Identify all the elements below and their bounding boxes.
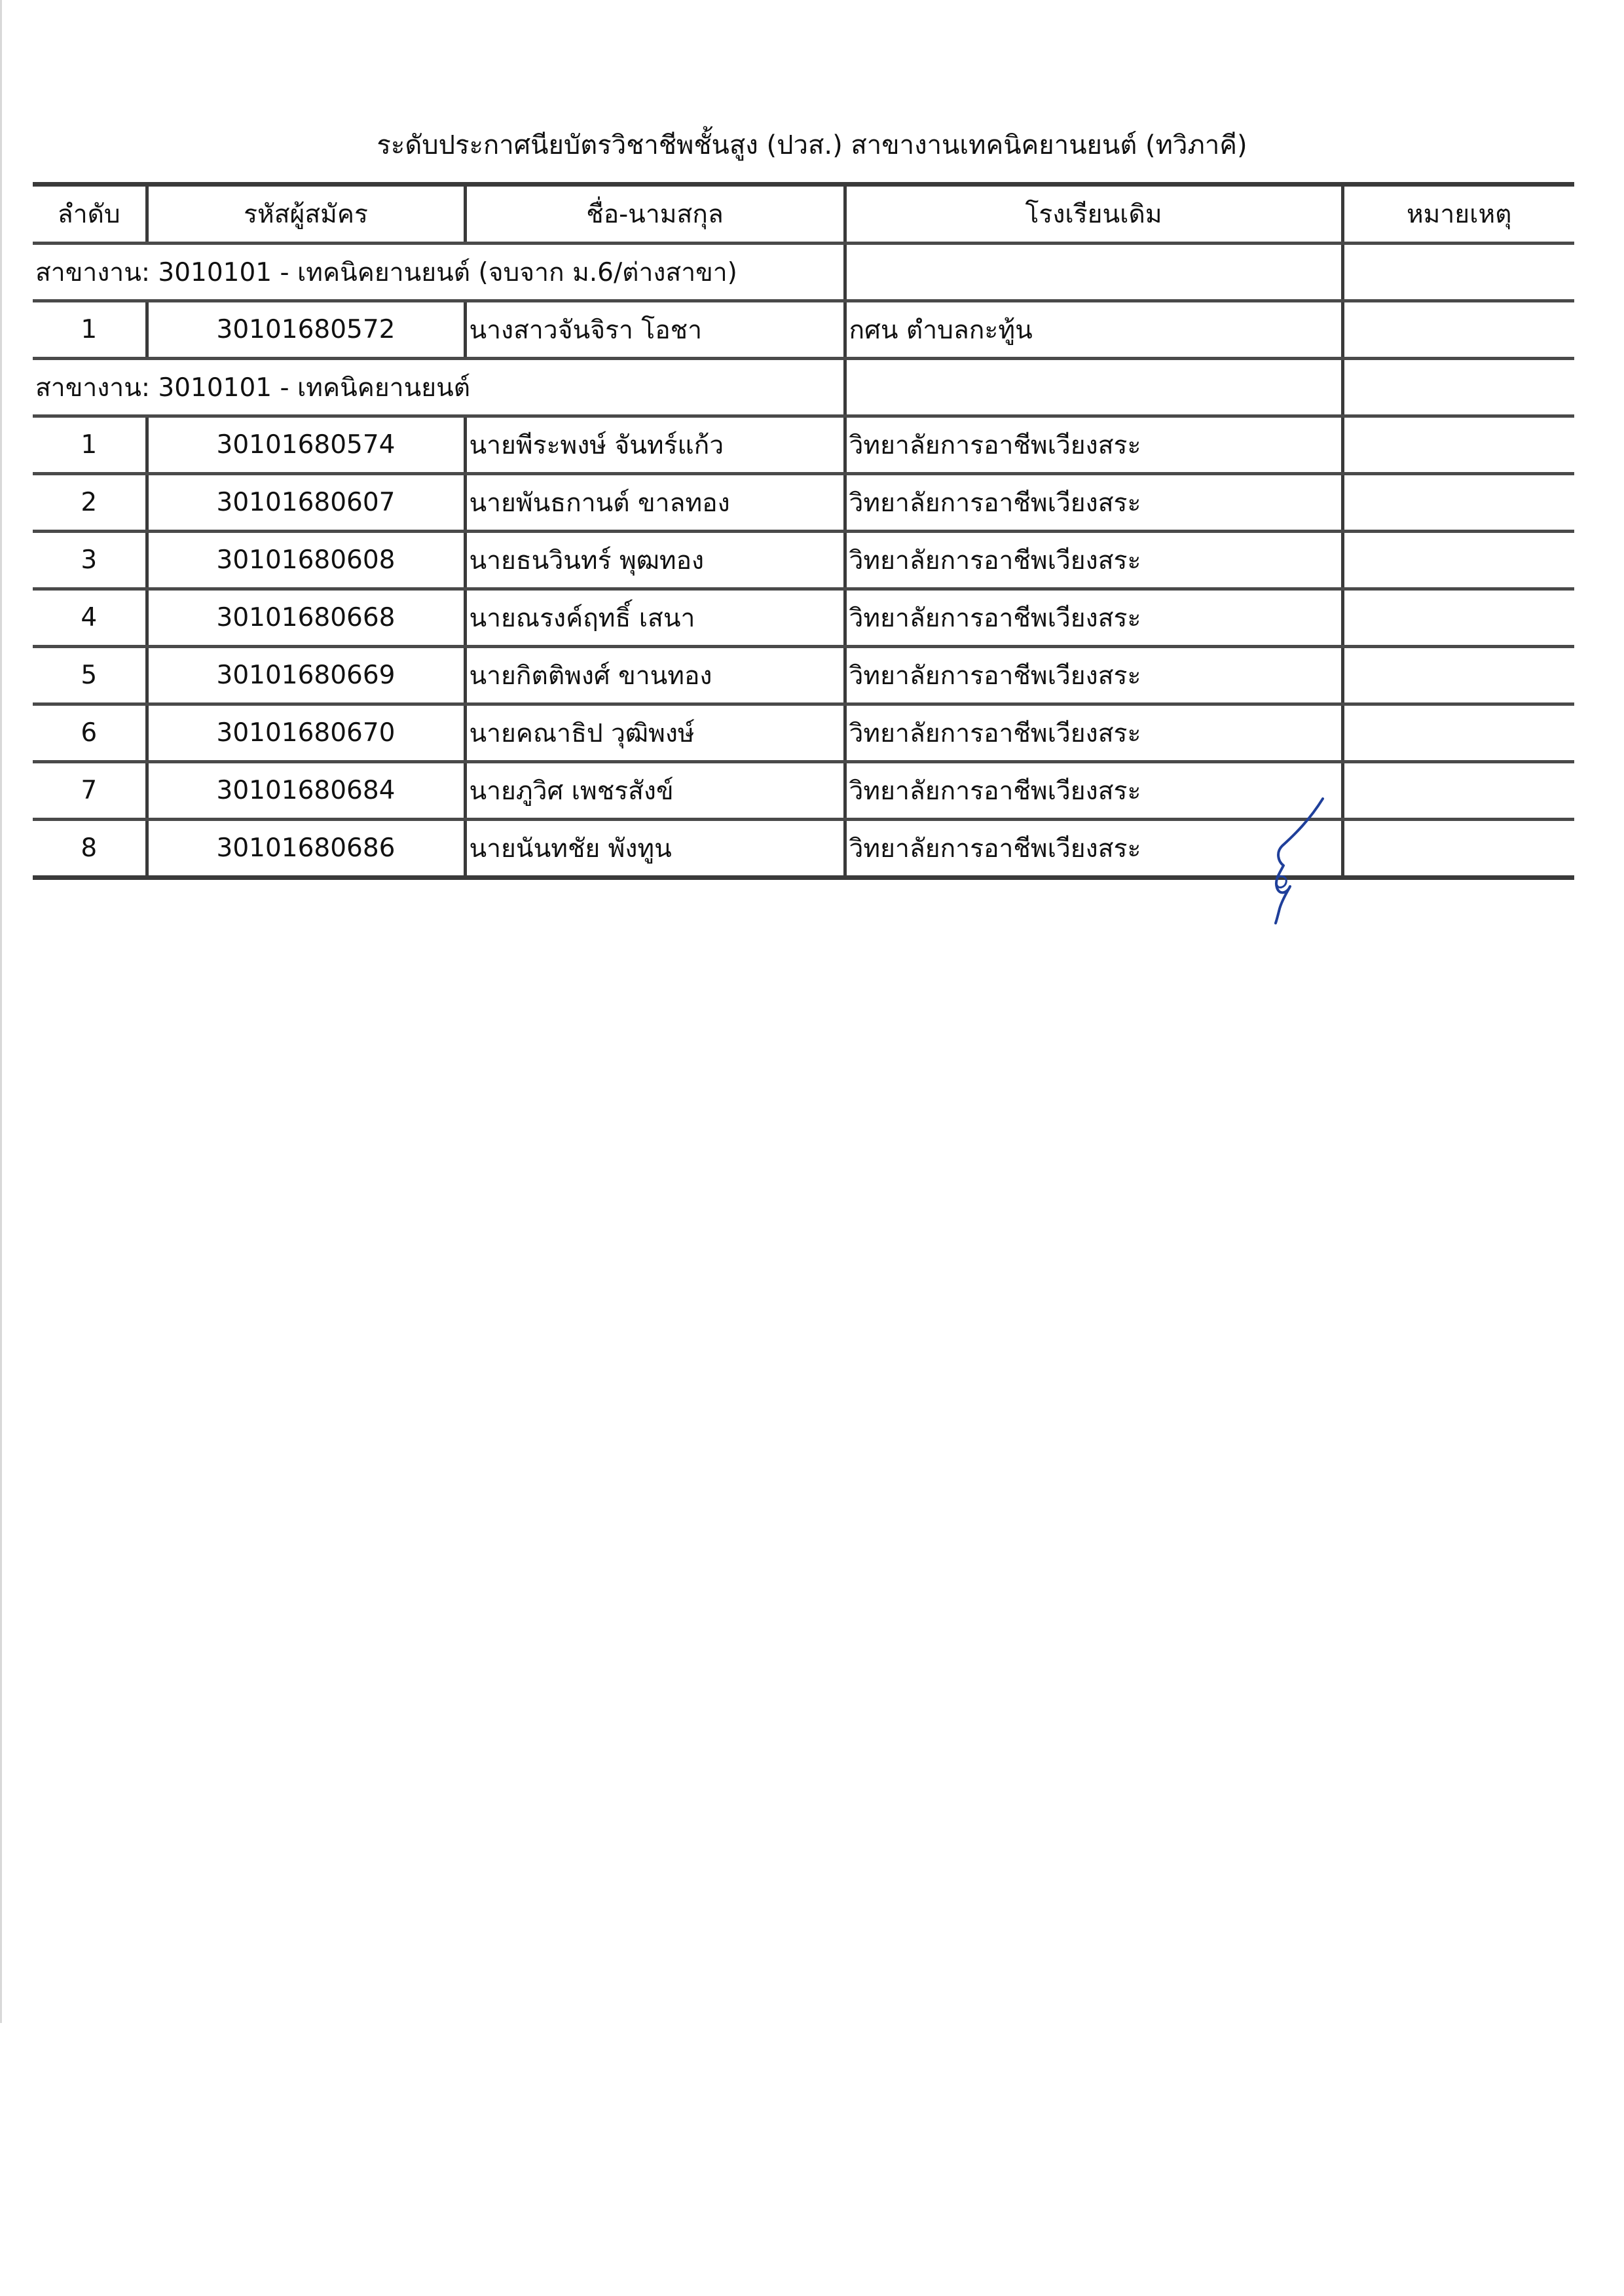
cell-no: 1 <box>33 416 147 474</box>
scan-edge-shadow <box>0 0 2 2023</box>
cell-remarks <box>1342 820 1574 878</box>
table-row <box>33 762 1574 820</box>
cell-previous-school: วิทยาลัยการอาชีพเวียงสระ <box>845 474 1342 532</box>
cell-applicant-code: 30101680670 <box>147 704 465 762</box>
cell-full-name: นายกิตติพงศ์ ขานทอง <box>465 647 845 704</box>
group-header-row <box>33 359 1574 416</box>
table-row <box>33 820 1574 878</box>
cell-no: 5 <box>33 647 147 704</box>
group-label: สาขางาน: 3010101 - เทคนิคยานยนต์ (จบจาก ม.6/ต่างสาขา) <box>33 244 845 301</box>
cell-no: 8 <box>33 820 147 878</box>
cell-previous-school: วิทยาลัยการอาชีพเวียงสระ <box>845 532 1342 589</box>
cell-applicant-code: 30101680668 <box>147 589 465 647</box>
cell-remarks <box>1342 704 1574 762</box>
cell-previous-school: วิทยาลัยการอาชีพเวียงสระ <box>845 416 1342 474</box>
cell-full-name: นางสาวจันจิรา โอชา <box>465 301 845 359</box>
cell-remarks <box>1342 647 1574 704</box>
table-row <box>33 532 1574 589</box>
group-label: สาขางาน: 3010101 - เทคนิคยานยนต์ <box>33 359 845 416</box>
cell-applicant-code: 30101680608 <box>147 532 465 589</box>
cell-remarks <box>1342 589 1574 647</box>
cell-full-name: นายพันธกานต์ ขาลทอง <box>465 474 845 532</box>
group-empty-cell <box>845 244 1342 301</box>
cell-remarks <box>1342 532 1574 589</box>
cell-full-name: นายภูวิศ เพชรสังข์ <box>465 762 845 820</box>
header-applicant-code: รหัสผู้สมัคร <box>147 185 465 244</box>
cell-applicant-code: 30101680669 <box>147 647 465 704</box>
group-header-row <box>33 244 1574 301</box>
table-row <box>33 416 1574 474</box>
cell-applicant-code: 30101680684 <box>147 762 465 820</box>
cell-applicant-code: 30101680607 <box>147 474 465 532</box>
cell-applicant-code: 30101680572 <box>147 301 465 359</box>
table-header-row <box>33 185 1574 244</box>
cell-remarks <box>1342 762 1574 820</box>
table-row <box>33 474 1574 532</box>
header-remarks: หมายเหตุ <box>1342 185 1574 244</box>
cell-remarks <box>1342 474 1574 532</box>
cell-full-name: นายพีระพงษ์ จันทร์แก้ว <box>465 416 845 474</box>
cell-remarks <box>1342 301 1574 359</box>
table-row <box>33 647 1574 704</box>
group-empty-cell <box>1342 359 1574 416</box>
document-title: ระดับประกาศนียบัตรวิชาชีพชั้นสูง (ปวส.) สาขางานเทคนิคยานยนต์ (ทวิภาคี) <box>377 130 1247 160</box>
handwritten-signature <box>1244 793 1336 924</box>
cell-applicant-code: 30101680686 <box>147 820 465 878</box>
cell-full-name: นายณรงค์ฤทธิ์ เสนา <box>465 589 845 647</box>
header-previous-school: โรงเรียนเดิม <box>845 185 1342 244</box>
table-row <box>33 589 1574 647</box>
signature-stroke <box>1276 799 1323 923</box>
group-empty-cell <box>1342 244 1574 301</box>
cell-no: 6 <box>33 704 147 762</box>
group-empty-cell <box>845 359 1342 416</box>
cell-full-name: นายคณาธิป วุฒิพงษ์ <box>465 704 845 762</box>
cell-full-name: นายธนวินทร์ พุฒทอง <box>465 532 845 589</box>
cell-previous-school: วิทยาลัยการอาชีพเวียงสระ <box>845 820 1342 878</box>
cell-remarks <box>1342 416 1574 474</box>
cell-applicant-code: 30101680574 <box>147 416 465 474</box>
table-row <box>33 704 1574 762</box>
header-no: ลำดับ <box>33 185 147 244</box>
cell-no: 4 <box>33 589 147 647</box>
cell-no: 3 <box>33 532 147 589</box>
table-row <box>33 301 1574 359</box>
header-full-name: ชื่อ-นามสกุล <box>465 185 845 244</box>
cell-no: 7 <box>33 762 147 820</box>
cell-previous-school: วิทยาลัยการอาชีพเวียงสระ <box>845 762 1342 820</box>
cell-previous-school: วิทยาลัยการอาชีพเวียงสระ <box>845 589 1342 647</box>
applicant-table <box>33 182 1574 880</box>
cell-previous-school: วิทยาลัยการอาชีพเวียงสระ <box>845 704 1342 762</box>
cell-full-name: นายนันทชัย พังทูน <box>465 820 845 878</box>
cell-previous-school: กศน ตำบลกะทู้น <box>845 301 1342 359</box>
cell-no: 1 <box>33 301 147 359</box>
cell-no: 2 <box>33 474 147 532</box>
cell-previous-school: วิทยาลัยการอาชีพเวียงสระ <box>845 647 1342 704</box>
